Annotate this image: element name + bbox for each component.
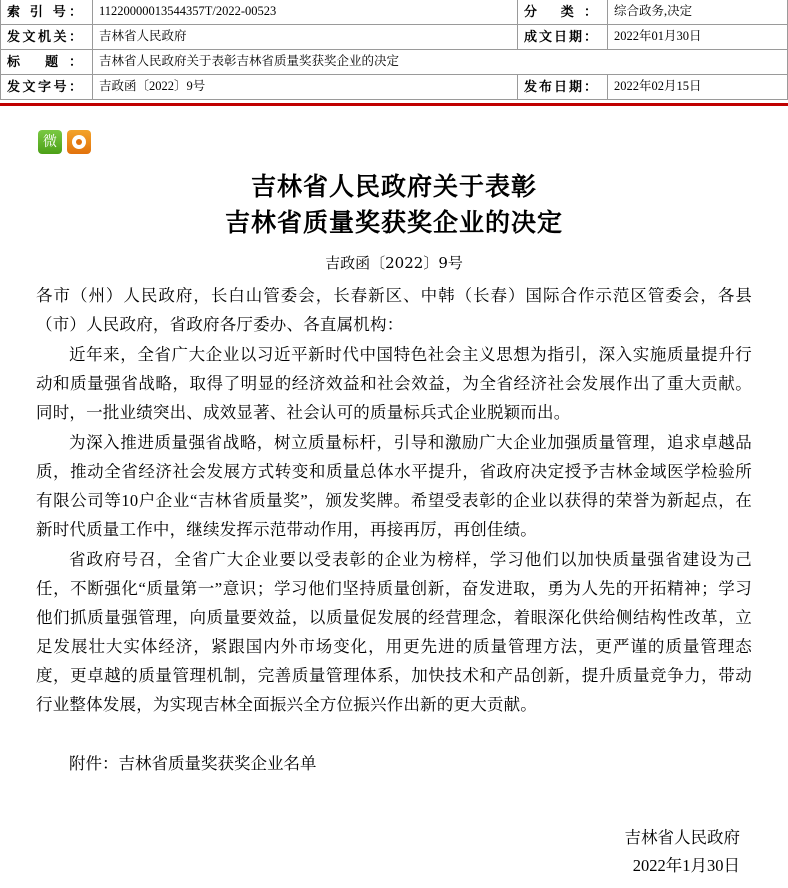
page-title	[36, 170, 752, 242]
table-row	[1, 50, 788, 75]
wechat-icon-glyph: 微	[43, 134, 57, 150]
meta-value-category: 综合政务,决定	[608, 0, 788, 25]
paragraph-2: 为深入推进质量强省战略，树立质量标杆，引导和激励广大企业加强质量管理，追求卓越品质，推动全省经济社会发展方式转变和质量总体水平提升，省政府决定授予吉林金域医学检验所有限公司等10户企业“吉林省质量奖”，颁发奖牌。希望受表彰的企业以获得的荣誉为新起点，在新时代质量工作中，继续发挥示范带动作用，再接再厉，再创佳绩。	[36, 433, 752, 539]
meta-value-docnumber: 吉政函〔2022〕9号	[93, 75, 518, 100]
paragraph-1: 近年来，全省广大企业以习近平新时代中国特色社会主义思想为指引，深入实施质量提升行动和质量强省战略，取得了明显的经济效益和社会效益，为全省经济社会发展作出了重大贡献。同时，一批业绩突出、成效显著、社会认可的质量标兵式企业脱颖而出。	[36, 345, 752, 422]
meta-value-title: 吉林省人民政府关于表彰吉林省质量奖获奖企业的决定	[93, 50, 788, 75]
wechat-icon[interactable]	[38, 130, 62, 154]
document-body	[0, 128, 788, 880]
meta-label-issuer: 发文机关：	[1, 25, 93, 50]
table-row	[1, 75, 788, 100]
meta-label-docnumber: 发文字号：	[1, 75, 93, 100]
weibo-icon-glyph	[72, 135, 86, 149]
weibo-icon[interactable]	[67, 130, 91, 154]
meta-value-index: 11220000013544357T/2022-00523	[93, 0, 518, 25]
meta-label-index: 索 引 号：	[1, 0, 93, 25]
page-title-line2: 吉林省质量奖获奖企业的决定	[224, 210, 563, 237]
meta-value-written-date: 2022年01月30日	[608, 25, 788, 50]
meta-label-title: 标 题：	[1, 50, 93, 75]
meta-label-written-date: 成文日期：	[518, 25, 608, 50]
table-row	[1, 25, 788, 50]
red-divider	[0, 103, 788, 106]
signer-name: 吉林省人民政府	[624, 828, 740, 847]
meta-label-category: 分 类：	[518, 0, 608, 25]
document-number: 吉政函〔2022〕9号	[325, 254, 463, 272]
paragraph-3: 省政府号召，全省广大企业要以受表彰的企业为榜样，学习他们以加快质量强省建设为己任，不断强化“质量第一”意识；学习他们坚持质量创新，奋发进取，勇为人先的开拓精神；学习他们抓质量强管理，向质量要效益，以质量促发展的经营理念，着眼深化供给侧结构性改革，立足发展壮大实体经济，紧跟国内外市场变化，用更先进的质量管理方法，更严谨的质量管理态度，更卓越的质量管理机制，完善质量管理体系，加快技术和产品创新，提升质量竞争力，带动行业整体发展，为实现吉林全面振兴全方位振兴作出新的更大贡献。	[36, 550, 752, 714]
table-row	[1, 0, 788, 25]
signature-block	[36, 824, 752, 880]
meta-value-issuer: 吉林省人民政府	[93, 25, 518, 50]
page-title-line1: 吉林省人民政府关于表彰	[250, 174, 537, 201]
meta-value-publish-date: 2022年02月15日	[608, 75, 788, 100]
meta-label-publish-date: 发布日期：	[518, 75, 608, 100]
share-badges	[38, 128, 752, 156]
signature-date: 2022年1月30日	[632, 856, 740, 875]
attachment-line: 附件：吉林省质量奖获奖企业名单	[69, 754, 317, 773]
document-metadata-table	[0, 0, 788, 100]
salutation: 各市（州）人民政府，长白山管委会，长春新区、中韩（长春）国际合作示范区管委会，各县（市）人民政府，省政府各厅委办、各直属机构：	[36, 286, 752, 334]
